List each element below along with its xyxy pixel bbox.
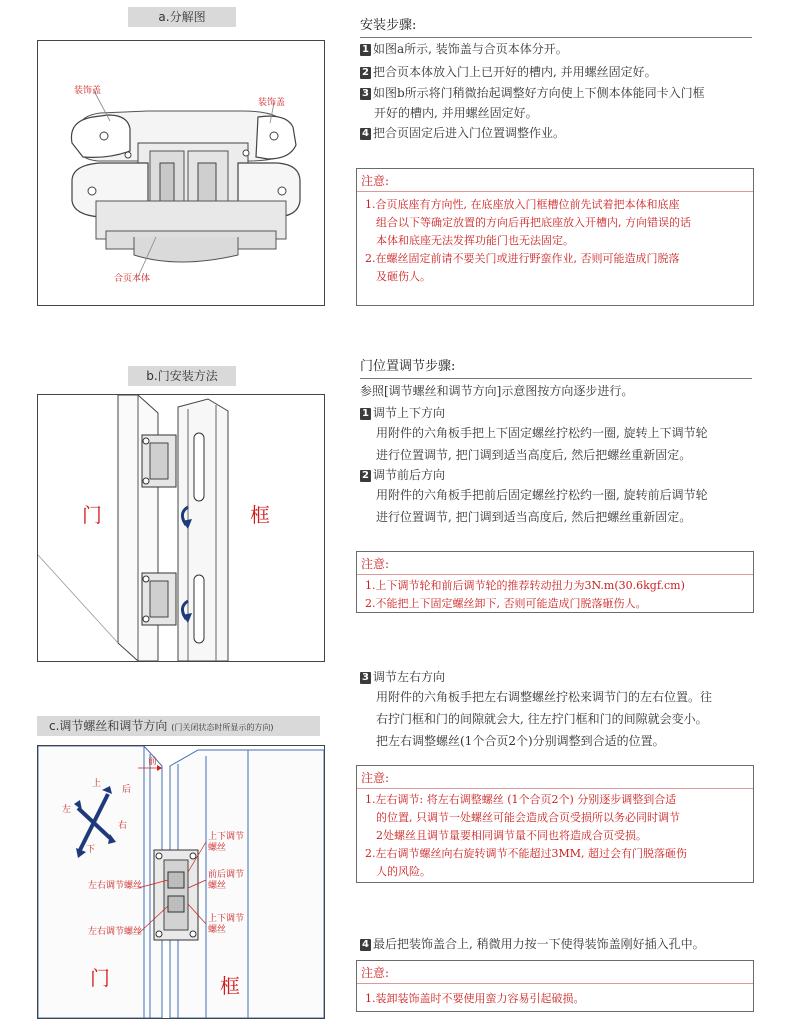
step-number: 2	[360, 67, 371, 79]
note-line: 2.左右调节螺丝向右旋转调节不能超过3MM, 超过会有门脱落砸伤	[365, 847, 688, 860]
adjust-step-3-head	[360, 668, 752, 686]
install-step-4	[360, 124, 752, 142]
fig-c-frame	[37, 745, 325, 1019]
label-up-down-screw-1: 上下调节螺丝	[208, 832, 245, 853]
install-note-box	[356, 168, 754, 306]
label-right: 右	[118, 821, 128, 831]
adjust-step-3-title: 调节左右方向	[373, 670, 446, 684]
upper-hinge	[142, 435, 176, 487]
note-line: 组合以下等确定放置的方向后再把底座放入开槽内, 方向错误的话	[376, 216, 691, 229]
label-down: 下	[86, 845, 96, 855]
step-number: 4	[360, 939, 371, 951]
adjust-step-3-line-2: 右拧门框和门的间隙就会大, 往左拧门框和门的间隙就会变小。	[376, 712, 708, 726]
note-line: 的位置, 只调节一处螺丝可能会造成合页受损所以务必同时调节	[376, 811, 680, 824]
label-up-down-screw-2: 上下调节螺丝	[208, 914, 245, 935]
fig-b-tab: b.门安装方法	[128, 366, 236, 386]
adjust-intro: 参照[调节螺丝和调节方向]示意图按方向逐步进行。	[360, 384, 634, 398]
adjust-step-1-line-1: 用附件的六角板手把上下固定螺丝拧松约一圈, 旋转上下调节轮	[376, 426, 708, 440]
label-lr-screw-2: 左右调节螺丝	[88, 927, 143, 937]
adjust-step-2-title: 调节前后方向	[373, 468, 446, 482]
note-line: 本体和底座无法发挥功能门也无法固定。	[376, 234, 574, 247]
note-heading: 注意:	[357, 961, 753, 984]
adjust-step-2-line-2: 进行位置调节, 把门调到适当高度后, 然后把螺丝重新固定。	[376, 510, 692, 524]
adjust-step-3-line-3: 把左右调整螺丝(1个合页2个)分别调整到合适的位置。	[376, 734, 665, 748]
label-cover-left: 装饰盖	[74, 86, 102, 96]
adjust-step-4-text: 最后把装饰盖合上, 稍微用力按一下使得装饰盖刚好插入孔中。	[373, 937, 705, 951]
label-front: 前	[148, 757, 158, 767]
note-line: 人的风险。	[376, 865, 431, 878]
step-number: 2	[360, 470, 371, 482]
fig-c-tab	[37, 716, 320, 736]
fig-a-tab: a.分解图	[128, 7, 236, 27]
cover-note-box	[356, 960, 754, 1012]
door-install-illustration	[38, 395, 324, 661]
install-step-3-text: 如图b所示将门稍微抬起调整好方向使上下侧本体能同卡入门框	[373, 86, 705, 100]
install-step-2-text: 把合页本体放入门上已开好的槽内, 并用螺丝固定好。	[373, 65, 657, 79]
note-line: 及砸伤人。	[376, 270, 431, 283]
label-door: 门	[82, 503, 102, 527]
install-step-3	[360, 84, 752, 102]
hinge-exploded-illustration	[38, 41, 324, 305]
fig-a-frame	[37, 40, 325, 306]
adjust-step-4	[360, 935, 752, 953]
label-frame: 框	[250, 503, 270, 527]
adjust-step-3-line-1: 用附件的六角板手把左右调整螺丝拧松来调节门的左右位置。往	[376, 690, 713, 704]
adjust-step-1-line-2: 进行位置调节, 把门调到适当高度后, 然后把螺丝重新固定。	[376, 448, 692, 462]
note-line: 1.上下调节轮和前后调节轮的推荐转动扭力为3N.m(30.6kgf.cm)	[365, 579, 685, 592]
step-number: 1	[360, 44, 371, 56]
adjust-note-box	[356, 551, 754, 613]
label-up: 上	[92, 779, 102, 789]
adjust-title: 门位置调节步骤:	[360, 355, 752, 379]
adjust3-note-box	[356, 765, 754, 883]
note-line: 1.装卸装饰盖时不要使用蛮力容易引起破损。	[365, 992, 585, 1005]
install-title: 安装步骤:	[360, 14, 752, 38]
step-number: 3	[360, 672, 371, 684]
install-step-1-text: 如图a所示, 装饰盖与合页本体分开。	[373, 42, 568, 56]
note-heading: 注意:	[357, 766, 753, 789]
install-step-1	[360, 40, 752, 58]
label-cover-right: 装饰盖	[258, 98, 286, 108]
lower-hinge	[142, 573, 176, 625]
label-lr-screw-1: 左右调节螺丝	[88, 881, 143, 891]
step-number: 3	[360, 88, 371, 100]
step-number: 1	[360, 408, 371, 420]
adjust-step-2-head	[360, 466, 752, 484]
label-front-back-screw: 前后调节螺丝	[208, 870, 245, 891]
note-line: 1.左右调节: 将左右调整螺丝 (1个合页2个) 分别逐步调整到合适	[365, 793, 677, 806]
note-line: 2.在螺丝固定前请不要关门或进行野蛮作业, 否则可能造成门脱落	[365, 252, 680, 265]
fig-c-tab-title: c.调节螺丝和调节方向	[49, 719, 168, 733]
label-hinge-body: 合页本体	[114, 274, 151, 284]
fig-b-frame	[37, 394, 325, 662]
hinge-closed	[154, 850, 198, 940]
label-door-c: 门	[90, 966, 110, 990]
label-back: 后	[122, 785, 132, 795]
adjust-step-1-head	[360, 404, 752, 422]
fig-c-tab-subtitle: (门关闭状态时所显示的方向)	[171, 723, 274, 732]
step-number: 4	[360, 128, 371, 140]
install-step-3-cont: 开好的槽内, 并用螺丝固定好。	[374, 106, 538, 120]
install-step-2	[360, 63, 752, 81]
adjust-step-2-line-1: 用附件的六角板手把前后固定螺丝拧松约一圈, 旋转前后调节轮	[376, 488, 708, 502]
note-heading: 注意:	[357, 552, 753, 575]
note-line: 2.不能把上下固定螺丝卸下, 否则可能造成门脱落砸伤人。	[365, 597, 647, 610]
label-frame-c: 框	[220, 974, 240, 998]
adjustment-illustration	[38, 746, 324, 1018]
label-left: 左	[62, 805, 72, 815]
note-heading: 注意:	[357, 169, 753, 192]
note-line: 1.合页底座有方向性, 在底座放入门框槽位前先试着把本体和底座	[365, 198, 680, 211]
adjust-step-1-title: 调节上下方向	[373, 406, 446, 420]
install-step-4-text: 把合页固定后进入门位置调整作业。	[373, 126, 566, 140]
note-line: 2处螺丝且调节量要相同调节量不同也将造成合页受损。	[376, 829, 647, 842]
